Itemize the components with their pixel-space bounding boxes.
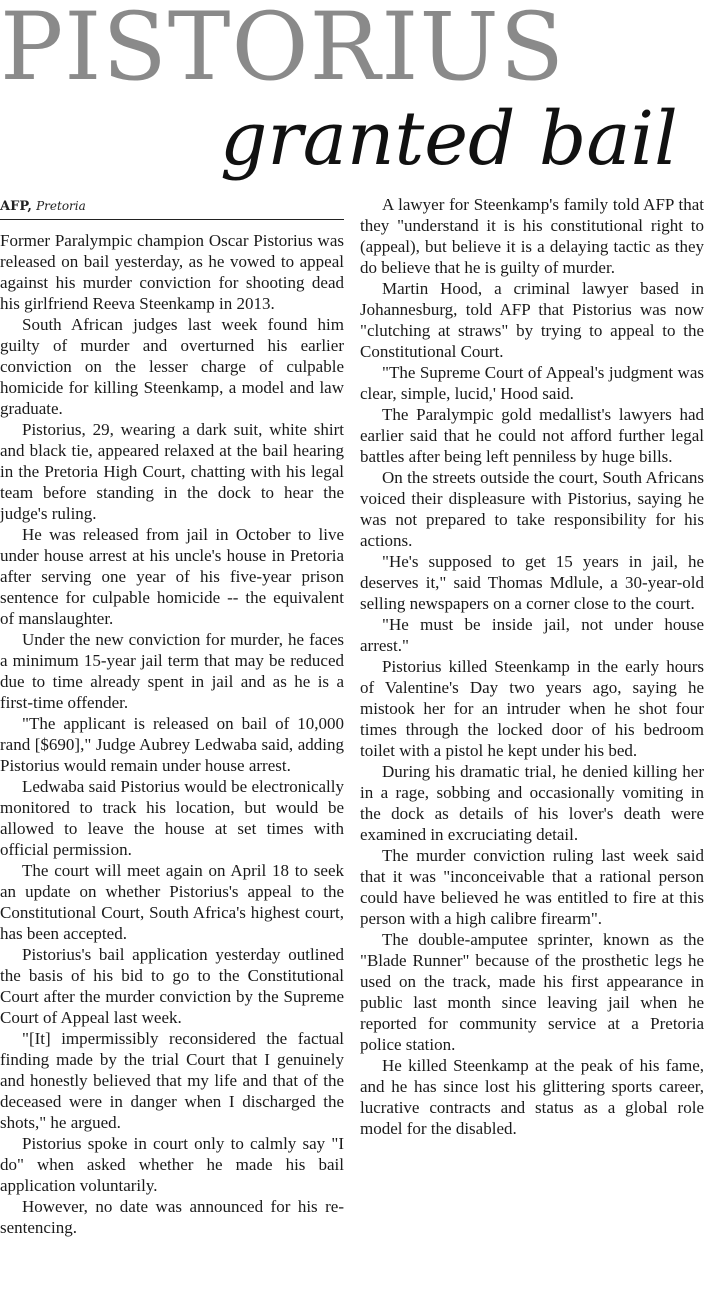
byline-divider: [0, 219, 344, 220]
byline-place: Pretoria: [36, 199, 86, 213]
paragraph: Pistorius, 29, wearing a dark suit, white shirt and black tie, appeared relaxed at the bail hearing in the Pretoria High Court, chatting with his legal team before standing in the dock to hear the judge's ruling.: [0, 420, 344, 523]
paragraph: Pistorius's bail application yesterday outlined the basis of his bid to go to the Constitutional Court after the murder conviction by the Supreme Court of Appeal last week.: [0, 945, 344, 1027]
paragraph: The double-amputee sprinter, known as the "Blade Runner" because of the prosthetic legs he used on the track, made his first appearance in public last month since leaving jail when he reported for community service at a Pretoria police station.: [360, 930, 704, 1054]
paragraph: Pistorius spoke in court only to calmly say "I do" when asked whether he made his bail application voluntarily.: [0, 1134, 344, 1195]
paragraph: A lawyer for Steenkamp's family told AFP that they "understand it is his constitutional right to (appeal), but believe it is a delaying tactic as they do believe that he is guilty of murder.: [360, 195, 704, 277]
paragraph: The Paralympic gold medallist's lawyers had earlier said that he could not afford further legal battles after being left penniless by huge bills.: [360, 405, 704, 466]
paragraph: The court will meet again on April 18 to seek an update on whether Pistorius's appeal to the Constitutional Court, South Africa's highest court, has been accepted.: [0, 861, 344, 943]
paragraph: "He's supposed to get 15 years in jail, he deserves it," said Thomas Mdlule, a 30-year-old selling newspapers on a corner close to the court.: [360, 552, 704, 613]
paragraph: Former Paralympic champion Oscar Pistorius was released on bail yesterday, as he vowed to appeal against his murder conviction for shooting dead his girlfriend Reeva Steenkamp in 2013.: [0, 231, 344, 313]
paragraph: The murder conviction ruling last week said that it was "inconceivable that a rational person could have believed he was entitled to fire at this person with a high calibre firearm".: [360, 846, 704, 928]
paragraph: "The applicant is released on bail of 10,000 rand [$690]," Judge Aubrey Ledwaba said, adding Pistorius would remain under house arrest.: [0, 714, 344, 775]
paragraph: Under the new conviction for murder, he faces a minimum 15-year jail term that may be reduced due to time already spent in jail and as he is a first-time offender.: [0, 630, 344, 712]
article-column-right: [360, 194, 704, 1139]
headline-subtitle: granted bail: [220, 96, 678, 182]
headline-name: PISTORIUS: [0, 0, 566, 102]
paragraph: South African judges last week found him guilty of murder and overturned his earlier conviction on the lesser charge of culpable homicide for killing Steenkamp, a model and law graduate.: [0, 315, 344, 418]
paragraph: However, no date was announced for his re-sentencing.: [0, 1197, 344, 1237]
article-column-left: [0, 230, 344, 1238]
paragraph: Martin Hood, a criminal lawyer based in Johannesburg, told AFP that Pistorius was now "clutching at straws" by trying to appeal to the Constitutional Court.: [360, 279, 704, 361]
paragraph: He killed Steenkamp at the peak of his fame, and he has since lost his glittering sports career, lucrative contracts and status as a global role model for the disabled.: [360, 1056, 704, 1138]
byline: [0, 198, 344, 215]
paragraph: "[It] impermissibly reconsidered the factual finding made by the trial Court that I genuinely and honestly believed that my life and that of the deceased were in danger when I discharged the shots," he argued.: [0, 1029, 344, 1132]
paragraph: Pistorius killed Steenkamp in the early hours of Valentine's Day two years ago, saying he mistook her for an intruder when he shot four times through the locked door of his bedroom toilet with a pistol he kept under his bed.: [360, 657, 704, 760]
paragraph: "He must be inside jail, not under house arrest.": [360, 615, 704, 655]
paragraph: During his dramatic trial, he denied killing her in a rage, sobbing and occasionally vomiting in the dock as details of his lover's death were examined in excruciating detail.: [360, 762, 704, 844]
paragraph: "The Supreme Court of Appeal's judgment was clear, simple, lucid,' Hood said.: [360, 363, 704, 403]
byline-agency: AFP,: [0, 199, 32, 214]
paragraph: Ledwaba said Pistorius would be electronically monitored to track his location, but would be allowed to leave the house at set times with official permission.: [0, 777, 344, 859]
paragraph: On the streets outside the court, South Africans voiced their displeasure with Pistorius, saying he was not prepared to take responsibility for his actions.: [360, 468, 704, 550]
paragraph: He was released from jail in October to live under house arrest at his uncle's house in Pretoria after serving one year of his five-year prison sentence for culpable homicide -- the equivalent of manslaughter.: [0, 525, 344, 628]
